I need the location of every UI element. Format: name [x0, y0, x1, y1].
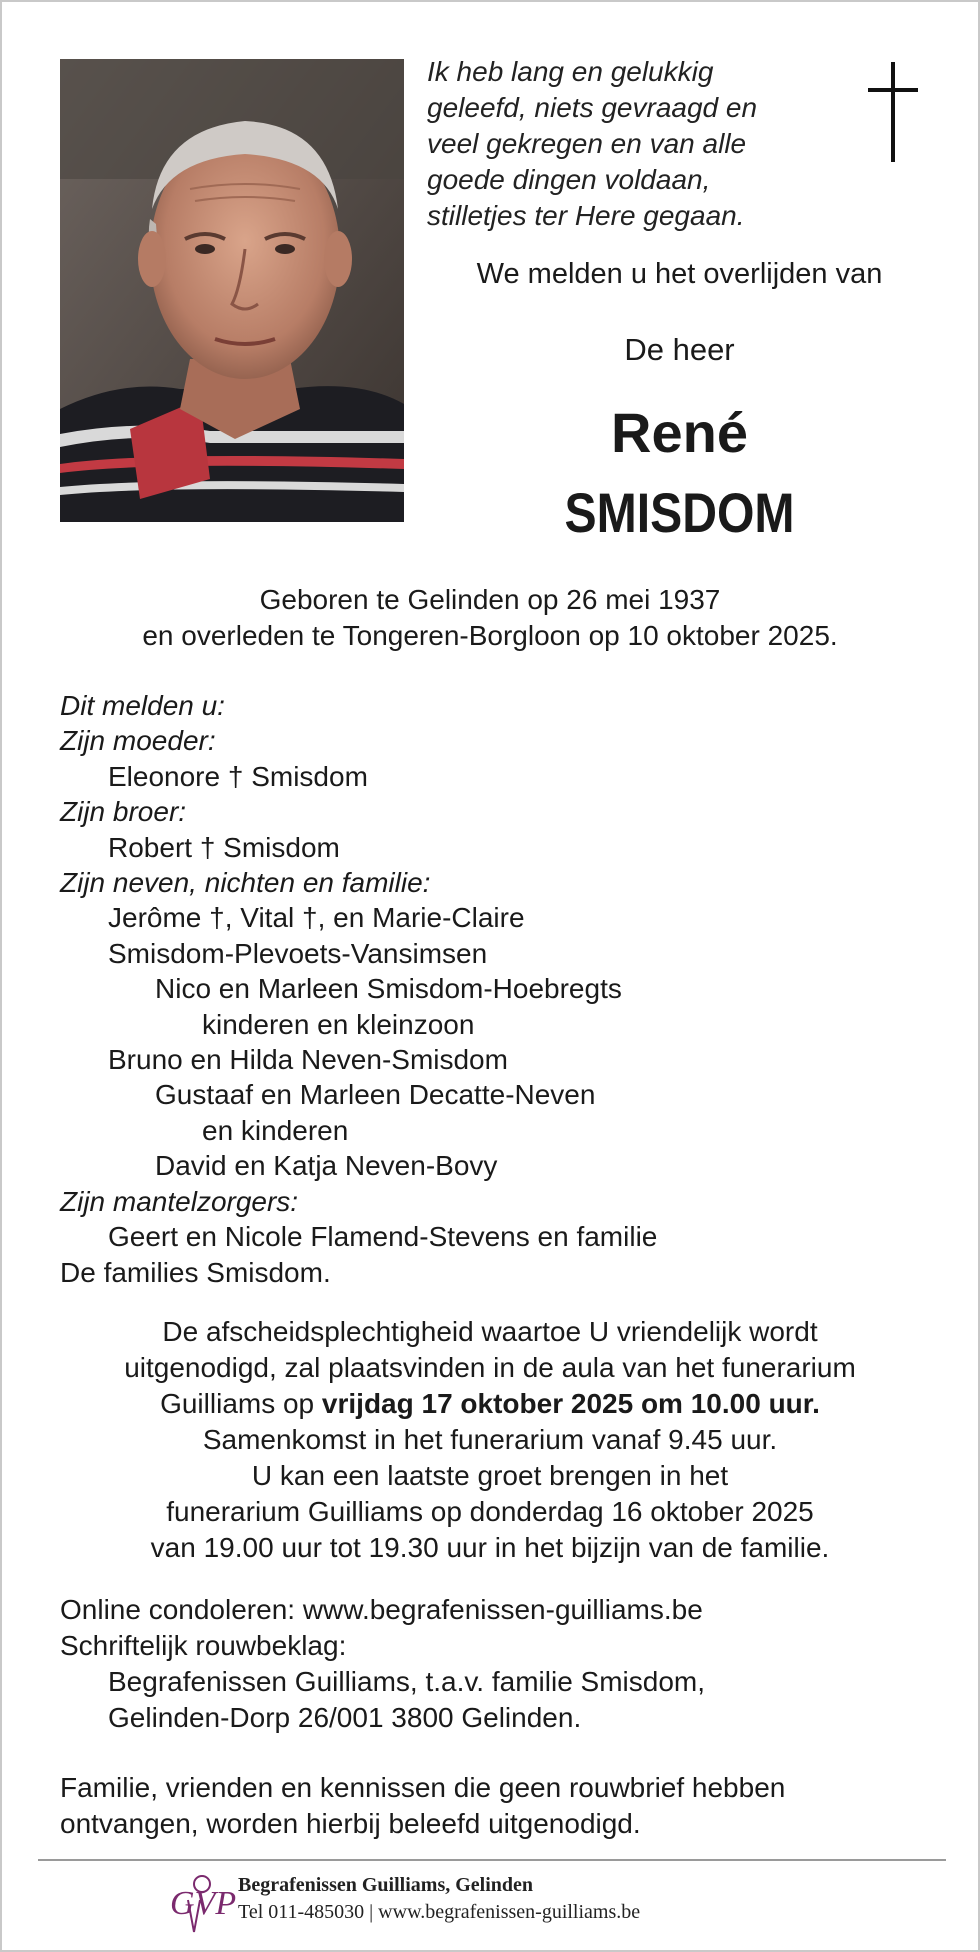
family-group-label: Zijn mantelzorgers: [60, 1185, 299, 1217]
ceremony-info [2, 1314, 978, 1566]
birth-death-info [2, 582, 978, 654]
footer-divider [38, 1859, 946, 1861]
family-member: Robert † Smisdom [108, 831, 340, 863]
family-member: kinderen en kleinzoon [202, 1008, 475, 1040]
ceremony-line: De afscheidsplechtigheid waartoe U vriendelijk wordt [162, 1316, 818, 1347]
note-line: Familie, vrienden en kennissen die geen rouwbrief hebben [60, 1772, 786, 1803]
address-line: Gelinden-Dorp 26/001 3800 Gelinden. [108, 1702, 582, 1733]
deceased-first-name: René [611, 401, 748, 464]
family-member: Geert en Nicole Flamend-Stevens en familie [108, 1221, 658, 1253]
address-line: Begrafenissen Guilliams, t.a.v. familie Smisdom, [108, 1666, 706, 1697]
family-member: De families Smisdom. [60, 1256, 331, 1288]
family-group-label: Zijn neven, nichten en familie: [60, 867, 431, 899]
family-member: Bruno en Hilda Neven-Smisdom [108, 1044, 508, 1076]
family-member: Nico en Marleen Smisdom-Hoebregts [155, 973, 622, 1005]
deceased-surname: SMISDOM [564, 481, 795, 544]
family-list [60, 688, 940, 1290]
family-member: Gustaaf en Marleen Decatte-Neven [155, 1079, 596, 1111]
family-group-label: Zijn broer: [60, 796, 187, 828]
contact-info [60, 1592, 940, 1736]
ceremony-line: U kan een laatste groet brengen in het [251, 1460, 729, 1491]
death-line: en overleden te Tongeren-Borgloon op 10 oktober 2025. [142, 620, 838, 651]
poem-line: Ik heb lang en gelukkig [427, 56, 714, 87]
logo-letters: GVP [170, 1885, 237, 1922]
poem-line: veel gekregen en van alle [427, 128, 747, 159]
honorific: De heer [624, 332, 735, 367]
ceremony-date: vrijdag 17 oktober 2025 om 10.00 uur. [321, 1388, 820, 1419]
portrait-photo [60, 59, 404, 522]
cross-icon [864, 62, 922, 162]
ceremony-line: uitgenodigd, zal plaatsvinden in de aula van het funerarium [124, 1352, 856, 1383]
family-member: Eleonore † Smisdom [108, 760, 368, 792]
ceremony-line: funerarium Guilliams op donderdag 16 oktober 2025 [166, 1496, 814, 1527]
ceremony-line: van 19.00 uur tot 19.30 uur in het bijzijn van de familie. [150, 1532, 830, 1563]
ceremony-line-text: Guilliams op [160, 1388, 322, 1419]
family-group-label: Zijn moeder: [60, 725, 216, 757]
family-member: en kinderen [202, 1114, 349, 1146]
birth-line: Geboren te Gelinden op 26 mei 1937 [259, 584, 721, 615]
note-line: ontvangen, worden hierbij beleefd uitgenodigd. [60, 1808, 641, 1839]
family-member: David en Katja Neven-Bovy [155, 1150, 498, 1182]
ceremony-line [2, 1386, 978, 1422]
company-logo [168, 1870, 237, 1936]
online-condolence-link[interactable]: Online condoleren: www.begrafenissen-guilliams.be [60, 1594, 703, 1625]
footer [238, 1872, 640, 1926]
family-group-label: Dit melden u: [60, 690, 225, 721]
poem [427, 54, 827, 234]
family-member: Smisdom-Plevoets-Vansimsen [108, 937, 488, 969]
company-name: Begrafenissen Guilliams, Gelinden [238, 1874, 534, 1896]
written-condolence-label: Schriftelijk rouwbeklag: [60, 1630, 347, 1661]
announcement-intro: We melden u het overlijden van [476, 258, 883, 290]
poem-line: geleefd, niets gevraagd en [427, 92, 758, 123]
family-member: Jerôme †, Vital †, en Marie-Claire [108, 902, 525, 934]
poem-line: stilletjes ter Here gegaan. [427, 200, 745, 231]
invitation-note [60, 1770, 940, 1842]
ceremony-line: Samenkomst in het funerarium vanaf 9.45 uur. [202, 1424, 778, 1455]
poem-line: goede dingen voldaan, [427, 164, 711, 195]
company-contact[interactable]: Tel 011-485030 | www.begrafenissen-guilliams.be [238, 1901, 641, 1923]
